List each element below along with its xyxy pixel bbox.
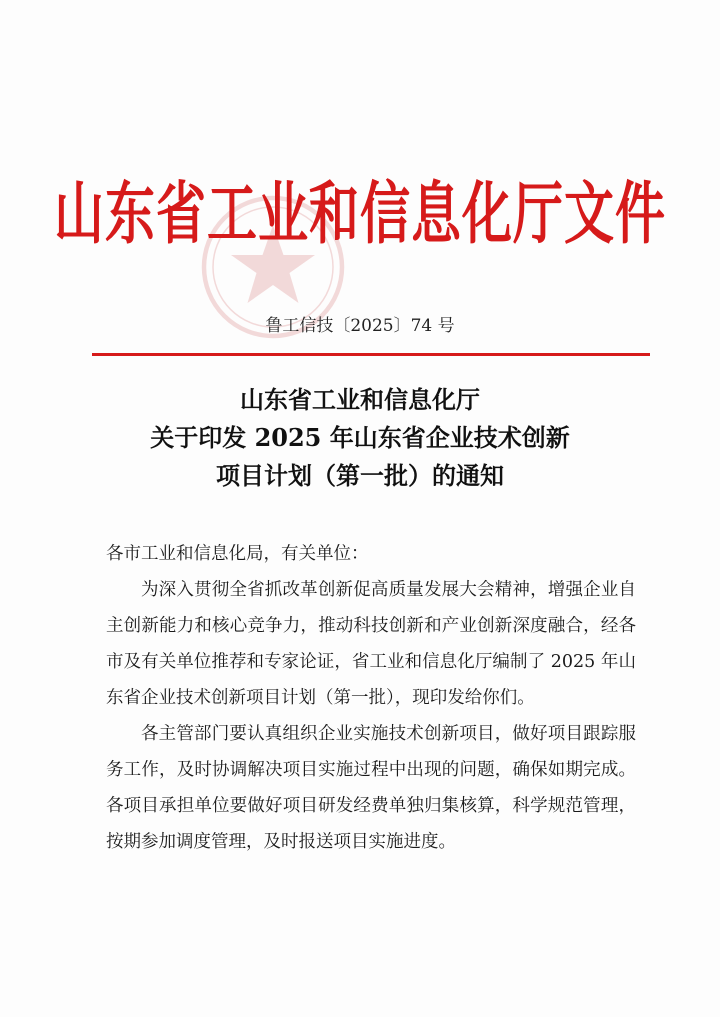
notice-title-line-3: 项目计划（第一批）的通知: [216, 461, 504, 490]
notice-title: [40, 381, 680, 495]
document-header-title: 山东省工业和信息化厅文件: [54, 174, 666, 254]
body-paragraph-2: 各主管部门要认真组织企业实施技术创新项目，做好项目跟踪服务工作，及时协调解决项目实施过程中出现的问题，确保如期完成。各项目承担单位要做好项目研发经费单独归集核算，科学规范管理，按期参加调度管理，及时报送项目实施进度。: [106, 724, 636, 852]
red-divider-line: [92, 353, 650, 356]
body-paragraph-1: 为深入贯彻全省抓改革创新促高质量发展大会精神，增强企业自主创新能力和核心竞争力，推动科技创新和产业创新深度融合，经各市及有关单位推荐和专家论证，省工业和信息化厅编制了 2025 年山东省企业技术创新项目计划（第一批），现印发给你们。: [106, 580, 636, 708]
notice-title-line-2: 关于印发 2025 年山东省企业技术创新: [150, 423, 570, 452]
notice-body: [106, 536, 636, 860]
document-number: 鲁工信技〔2025〕74 号: [265, 316, 455, 336]
salutation: 各市工业和信息化局，有关单位：: [106, 544, 369, 564]
notice-title-line-1: 山东省工业和信息化厅: [240, 385, 480, 414]
